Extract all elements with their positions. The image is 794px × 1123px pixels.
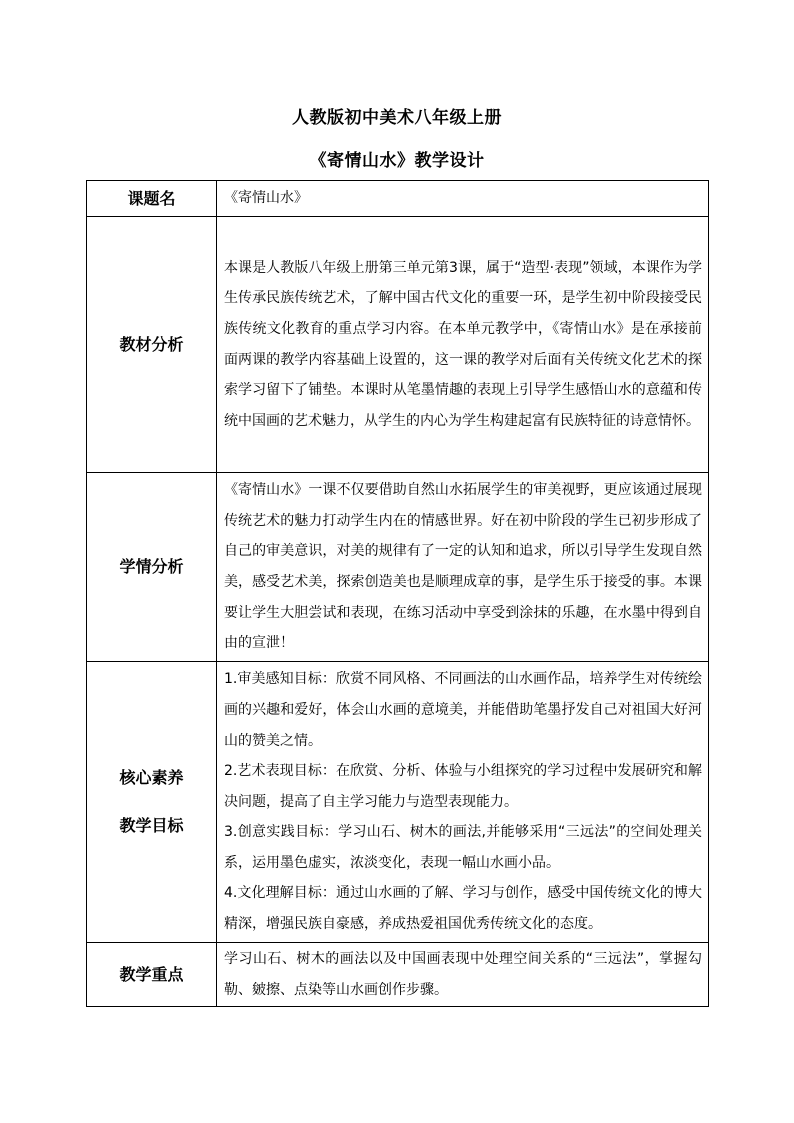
lesson-plan-table [86, 180, 709, 1007]
table-row-material [87, 217, 709, 473]
document-subtitle: 《寄情山水》教学设计 [309, 151, 485, 171]
row-label-goals-line1: 核心素养 [119, 768, 184, 787]
row-content-material: 本课是人教版八年级上册第三单元第3课，属于“造型·表现”领域，本课作为学生传承民族传统艺术，了解中国古代文化的重要一环，是学生初中阶段接受民族传统文化教育的重点学习内容。在本单元教学中，《寄情山水》是在承接前面两课的教学内容基础上设置的，这一课的教学对后面有关传统文化艺术的探索学习留下了铺垫。本课时从笔墨情趣的表现上引导学生感悟山水的意蕴和传统中国画的艺术魅力，从学生的内心为学生构建起富有民族特征的诗意情怀。 [217, 217, 709, 473]
table-row-students [87, 473, 709, 662]
document-title: 人教版初中美术八年级上册 [292, 108, 502, 128]
goal-item: 2.艺术表现目标：在欣赏、分析、体验与小组探究的学习过程中发展研究和解决问题，提高了自主学习能力与造型表现能力。 [224, 763, 702, 810]
row-label-students: 学情分析 [87, 473, 217, 662]
row-label-material: 教材分析 [87, 217, 217, 473]
row-content-topic: 《寄情山水》 [217, 181, 709, 217]
table-row-keypoints [87, 943, 709, 1007]
row-content-keypoints: 学习山石、树木的画法以及中国画表现中处理空间关系的“三远法”，掌握勾勒、皴擦、点染等山水画创作步骤。 [217, 943, 709, 1007]
row-label-topic: 课题名 [87, 181, 217, 217]
row-label-goals-line2: 教学目标 [119, 816, 184, 835]
row-content-goals [217, 662, 709, 943]
goal-item: 4.文化理解目标：通过山水画的了解、学习与创作，感受中国传统文化的博大精深，增强民族自豪感，养成热爱祖国优秀传统文化的态度。 [224, 885, 702, 933]
row-label-goals [87, 662, 217, 943]
table-row-goals [87, 662, 709, 943]
table-row-topic [87, 181, 709, 217]
row-label-keypoints: 教学重点 [87, 943, 217, 1007]
row-content-students: 《寄情山水》一课不仅要借助自然山水拓展学生的审美视野，更应该通过展现传统艺术的魅力打动学生内在的情感世界。好在初中阶段的学生已初步形成了自己的审美意识，对美的规律有了一定的认知和追求，所以引导学生发现自然美，感受艺术美，探索创造美也是顺理成章的事，是学生乐于接受的事。本课要让学生大胆尝试和表现，在练习活动中享受到涂抹的乐趣，在水墨中得到自由的宣泄！ [217, 473, 709, 662]
goal-item: 3.创意实践目标：学习山石、树木的画法,并能够采用“三远法”的空间处理关系，运用墨色虚实，浓淡变化，表现一幅山水画小品。 [224, 824, 702, 871]
goal-item: 1.审美感知目标：欣赏不同风格、不同画法的山水画作品，培养学生对传统绘画的兴趣和爱好，体会山水画的意境美，并能借助笔墨抒发自己对祖国大好河山的赞美之情。 [224, 671, 702, 749]
